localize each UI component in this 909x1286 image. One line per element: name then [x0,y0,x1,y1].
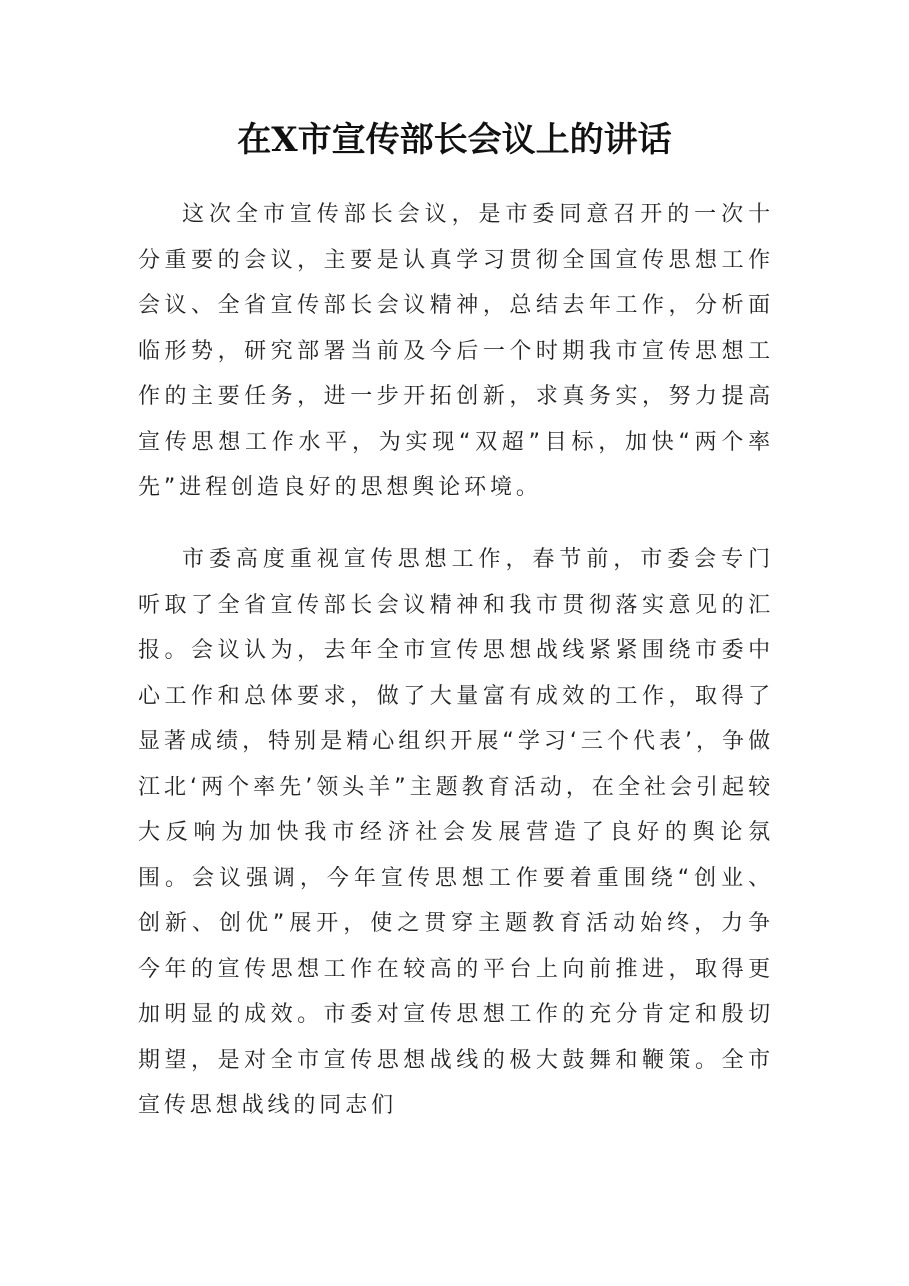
paragraph-2: 市委高度重视宣传思想工作，春节前，市委会专门听取了全省宣传部长会议精神和我市贯彻落实意见的汇报。会议认为，去年全市宣传思想战线紧紧围绕市委中心工作和总体要求，做了大量富有成效的工作，取得了显著成绩，特别是精心组织开展“学习‘三个代表’，争做江北‘两个率先’领头羊”主题教育活动，在全社会引起较大反响为加快我市经济社会发展营造了良好的舆论氛围。会议强调，今年宣传思想工作要着重围绕“创业、创新、创优”展开，使之贯穿主题教育活动始终，力争今年的宣传思想工作在较高的平台上向前推进，取得更加明显的成效。市委对宣传思想工作的充分肯定和殷切期望，是对全市宣传思想战线的极大鼓舞和鞭策。全市宣传思想战线的同志们 [138,547,774,1118]
document-title: 在X市宣传部长会议上的讲话 [237,120,672,160]
paragraph-1: 这次全市宣传部长会议，是市委同意召开的一次十分重要的会议，主要是认真学习贯彻全国宣传思想工作会议、全省宣传部长会议精神，总结去年工作，分析面临形势，研究部署当前及今后一个时期我市宣传思想工作的主要任务，进一步开拓创新，求真务实，努力提高宣传思想工作水平，为实现“双超”目标，加快“两个率先”进程创造良好的思想舆论环境。 [138,202,774,500]
